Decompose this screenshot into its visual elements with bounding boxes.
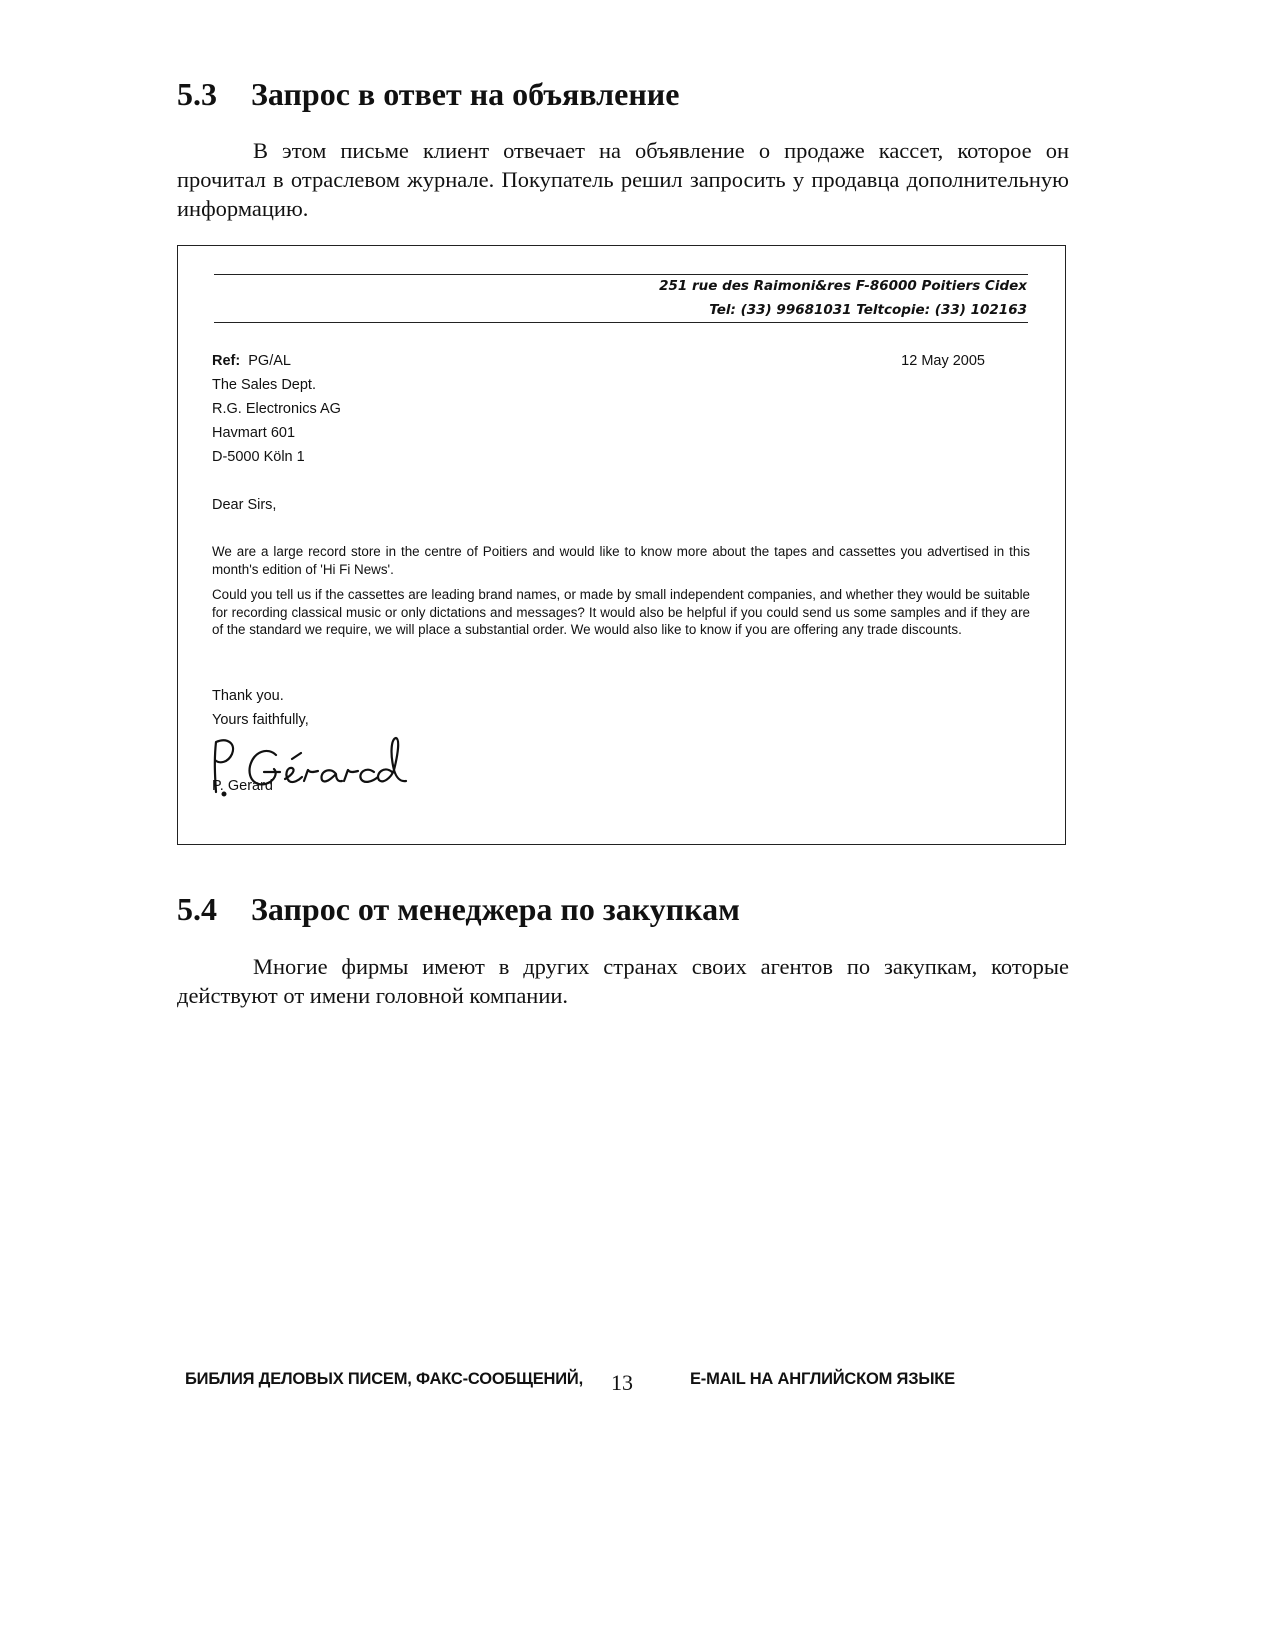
letter-paragraph: We are a large record store in the centre of Poitiers and would like to know more about the tapes and cassettes you advertised in this month's edition of 'Hi Fi News'. <box>212 544 1030 577</box>
reference-value: PG/AL <box>248 353 291 369</box>
section-number: 5.4 <box>177 891 217 927</box>
footer-right-text: E-MAIL НА АНГЛИЙСКОМ ЯЗЫКЕ <box>690 1370 955 1388</box>
salutation: Dear Sirs, <box>212 497 277 513</box>
letterhead-phone: Tel: (33) 99681031 Teltcopie: (33) 102163 <box>709 302 1027 318</box>
thanks-line: Thank you. <box>212 688 284 704</box>
letter-paragraph: Could you tell us if the cassettes are leading brand names, or made by small independent companies, and whether they would be suitable for recording classical music or only dictations and messages? It would also be helpful if you could send us some samples and if they are of the standard we require, we will place a substantial order. We would also like to know if you are offering any trade discounts. <box>212 587 1030 638</box>
section-number: 5.3 <box>177 76 217 112</box>
letterhead-top-rule <box>214 274 1028 275</box>
letterhead-bottom-rule <box>214 322 1028 323</box>
section-heading-5-4 <box>177 891 740 927</box>
section-paragraph: Многие фирмы имеют в других странах своих агентов по закупкам, которые действуют от имени головной компании. <box>177 954 1069 1008</box>
recipient-line: R.G. Electronics AG <box>212 401 341 417</box>
letter-date: 12 May 2005 <box>901 353 985 369</box>
recipient-line: D-5000 Köln 1 <box>212 449 305 465</box>
signatory-name: P. Gerard <box>212 778 273 794</box>
footer-left-text: БИБЛИЯ ДЕЛОВЫХ ПИСЕМ, ФАКС-СООБЩЕНИЙ, <box>185 1370 583 1388</box>
intro-paragraph: В этом письме клиент отвечает на объявление о продаже кассет, которое он прочитал в отраслевом журнале. Покупатель решил запросить у продавца дополнительную информацию. <box>177 138 1069 221</box>
letter-frame <box>177 245 1066 845</box>
closing-line: Yours faithfully, <box>212 712 309 728</box>
letterhead-address: 251 rue des Raimoni&res F-86000 Poitiers Cidex <box>659 278 1027 294</box>
recipient-line: The Sales Dept. <box>212 377 316 393</box>
reference-label: Ref: <box>212 353 241 369</box>
section-title: Запрос от менеджера по закупкам <box>251 891 740 927</box>
reference-line <box>212 352 291 370</box>
page-number: 13 <box>611 1370 633 1395</box>
section-heading-5-3 <box>177 76 679 112</box>
section-title: Запрос в ответ на объявление <box>251 76 680 112</box>
recipient-line: Havmart 601 <box>212 425 296 441</box>
